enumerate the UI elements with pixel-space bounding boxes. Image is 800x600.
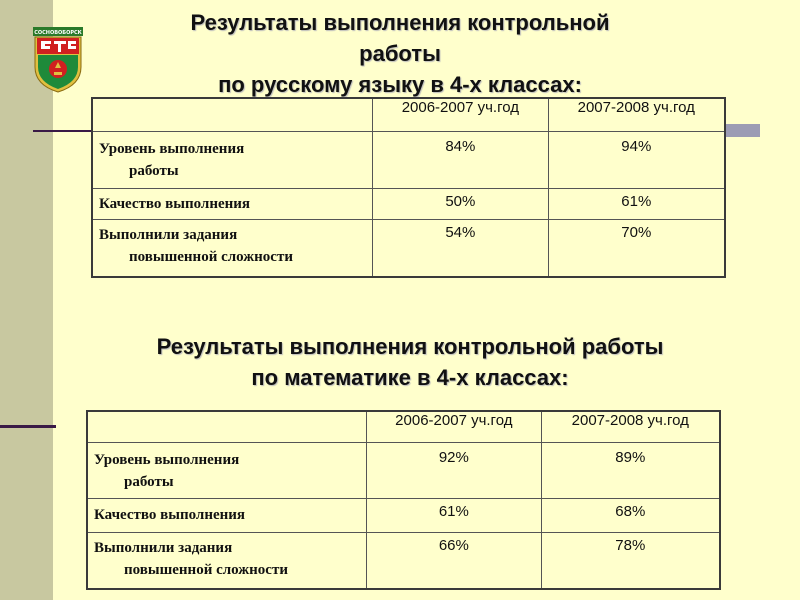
title-line: по математике в 4-х классах: xyxy=(251,365,569,390)
value-cell: 61% xyxy=(548,188,725,219)
title-line: Результаты выполнения контрольной работы xyxy=(156,334,664,359)
row-label-line: Выполнили задания xyxy=(94,539,233,556)
left-decor-line xyxy=(0,425,56,428)
table-row xyxy=(87,532,720,589)
table-header-row xyxy=(87,411,720,442)
header-cell-year: 2006-2007 уч.год xyxy=(373,98,548,131)
row-label xyxy=(87,498,367,532)
row-label-line: Качество выполнения xyxy=(94,507,246,523)
header-cell-year: 2006-2007 уч.год xyxy=(367,411,542,442)
table-row xyxy=(92,219,725,277)
header-cell-year: 2007-2008 уч.год xyxy=(541,411,720,442)
title-russian xyxy=(110,7,690,100)
city-emblem-logo xyxy=(33,27,83,93)
row-label-line: работы xyxy=(129,162,179,179)
table-row xyxy=(87,498,720,532)
value-cell: 78% xyxy=(541,532,720,589)
title-line: работы xyxy=(359,41,441,66)
value-cell: 54% xyxy=(373,219,548,277)
row-label-line: Выполнили задания xyxy=(99,226,238,243)
row-label-line: работы xyxy=(124,473,174,490)
header-cell-year: 2007-2008 уч.год xyxy=(548,98,725,131)
table-row xyxy=(92,131,725,188)
value-cell: 92% xyxy=(367,442,542,498)
table-header-row xyxy=(92,98,725,131)
value-cell: 89% xyxy=(541,442,720,498)
title-line: Результаты выполнения контрольной xyxy=(190,10,610,35)
value-cell: 68% xyxy=(541,498,720,532)
row-label-line: повышенной сложности xyxy=(124,561,288,578)
row-label-line: Качество выполнения xyxy=(99,195,251,212)
results-table-math xyxy=(86,410,721,590)
table-row xyxy=(92,188,725,219)
header-cell-empty xyxy=(87,411,367,442)
value-cell: 50% xyxy=(373,188,548,219)
table-row xyxy=(87,442,720,498)
value-cell: 61% xyxy=(367,498,542,532)
header-cell-empty xyxy=(92,98,373,131)
value-cell: 70% xyxy=(548,219,725,277)
row-label xyxy=(87,532,367,589)
title-math xyxy=(80,331,740,393)
value-cell: 66% xyxy=(367,532,542,589)
emblem-text: СОСНОВОБОРСК xyxy=(34,30,82,36)
row-label xyxy=(92,131,373,188)
row-label-line: Уровень выполнения xyxy=(99,140,245,157)
row-label-line: повышенной сложности xyxy=(129,248,293,265)
row-label xyxy=(87,442,367,498)
results-table-russian xyxy=(91,97,726,278)
value-cell: 84% xyxy=(373,131,548,188)
row-label xyxy=(92,188,373,219)
value-cell: 94% xyxy=(548,131,725,188)
row-label-line: Уровень выполнения xyxy=(94,451,240,468)
row-label xyxy=(92,219,373,277)
title-line: по русскому языку в 4-х классах: xyxy=(218,72,582,97)
